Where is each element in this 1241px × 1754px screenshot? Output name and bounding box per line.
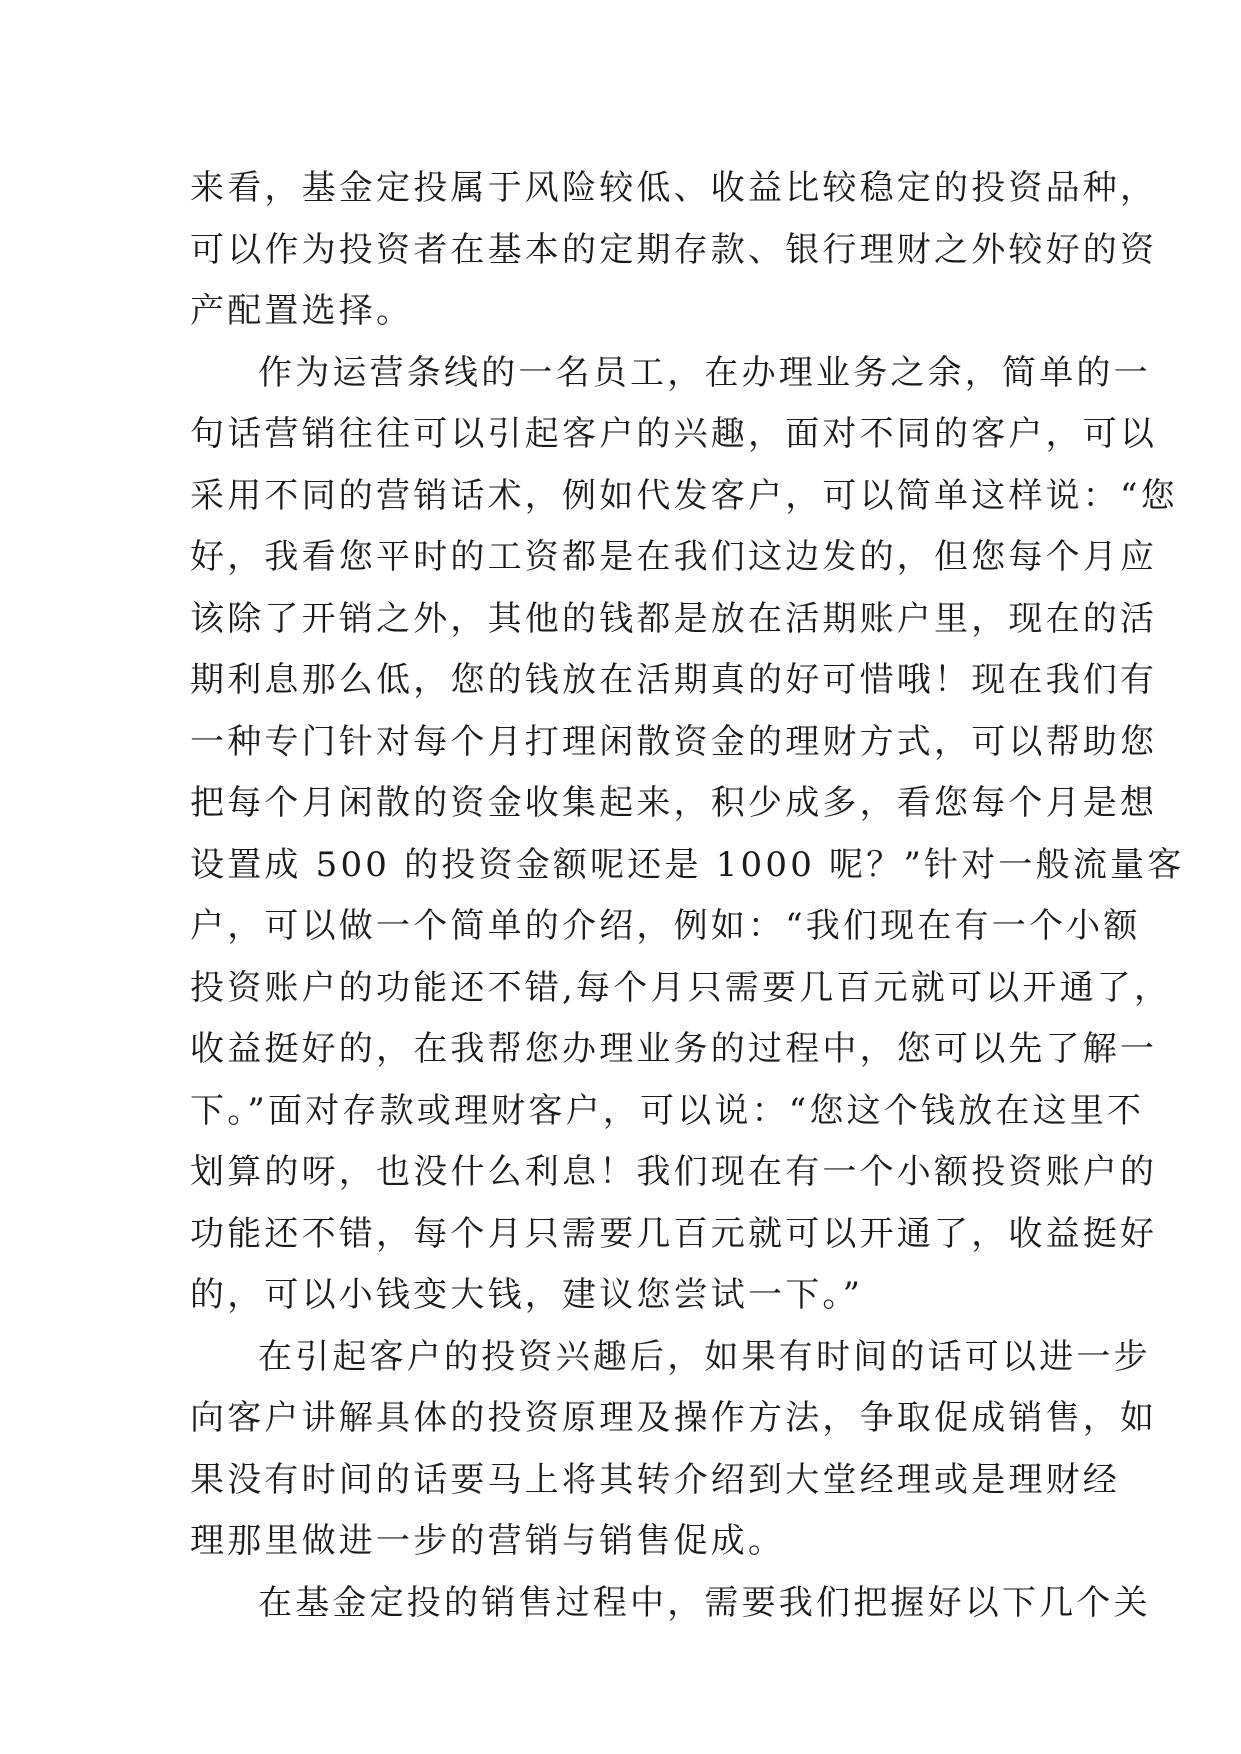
text-line: 设置成 500 的投资金额呢还是 1000 呢？”针对一般流量客 bbox=[190, 844, 1185, 885]
paragraph-first-line: 作为运营条线的一名员工，在办理业务之余，简单的一 bbox=[258, 352, 1151, 393]
text-line: 的，可以小钱变大钱，建议您尝试一下。” bbox=[190, 1275, 864, 1315]
paragraph-first-line: 在基金定投的销售过程中，需要我们把握好以下几个关 bbox=[258, 1582, 1151, 1623]
text-line: 产配置选择。 bbox=[190, 291, 414, 331]
body-text bbox=[190, 158, 1185, 1634]
text-line: 向客户讲解具体的投资原理及操作方法，争取促成销售，如 bbox=[190, 1398, 1158, 1438]
text-line: 句话营销往往可以引起客户的兴趣，面对不同的客户，可以 bbox=[190, 414, 1158, 454]
paragraph-first-line: 在引起客户的投资兴趣后，如果有时间的话可以进一步 bbox=[258, 1336, 1151, 1377]
text-line: 把每个月闲散的资金收集起来，积少成多，看您每个月是想 bbox=[190, 783, 1158, 823]
text-line: 户，可以做一个简单的介绍，例如：“我们现在有一个小额 bbox=[190, 906, 1141, 946]
text-line: 可以作为投资者在基本的定期存款、银行理财之外较好的资 bbox=[190, 229, 1158, 270]
text-line: 期利息那么低，您的钱放在活期真的好可惜哦！现在我们有 bbox=[190, 660, 1158, 700]
text-line: 划算的呀，也没什么利息！我们现在有一个小额投资账户的 bbox=[190, 1152, 1158, 1192]
text-line: 理那里做进一步的营销与销售促成。 bbox=[190, 1521, 786, 1561]
text-line: 好，我看您平时的工资都是在我们这边发的，但您每个月应 bbox=[190, 537, 1158, 577]
text-line: 来看，基金定投属于风险较低、收益比较稳定的投资品种， bbox=[190, 168, 1158, 208]
text-line: 该除了开销之外，其他的钱都是放在活期账户里，现在的活 bbox=[190, 598, 1158, 639]
text-line: 收益挺好的，在我帮您办理业务的过程中，您可以先了解一 bbox=[190, 1029, 1158, 1069]
text-line: 采用不同的营销话术，例如代发客户，可以简单这样说：“您 bbox=[190, 475, 1178, 516]
text-line: 功能还不错，每个月只需要几百元就可以开通了，收益挺好 bbox=[190, 1213, 1158, 1254]
text-line: 投资账户的功能还不错,每个月只需要几百元就可以开通了， bbox=[190, 967, 1172, 1008]
text-line: 一种专门针对每个月打理闲散资金的理财方式，可以帮助您 bbox=[190, 721, 1158, 762]
text-line: 下。”面对存款或理财客户，可以说：“您这个钱放在这里不 bbox=[190, 1090, 1145, 1131]
text-line: 果没有时间的话要马上将其转介绍到大堂经理或是理财经 bbox=[190, 1459, 1120, 1500]
